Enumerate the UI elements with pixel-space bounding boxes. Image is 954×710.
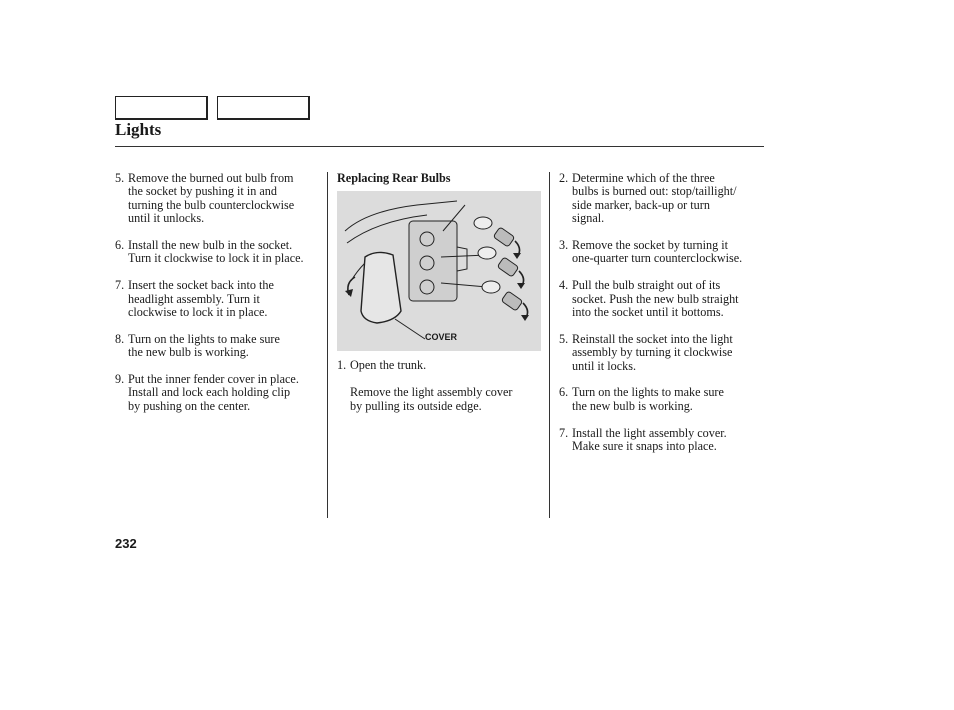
step-number: 7. bbox=[559, 425, 569, 440]
step-text: Install the light assembly cover. Make sure it snaps into place. bbox=[572, 425, 727, 454]
step-item bbox=[559, 427, 769, 454]
rear-light-illustration bbox=[337, 191, 541, 351]
step-number: 2. bbox=[559, 171, 569, 185]
step-text: Insert the socket back into the headlight assembly. Turn it clockwise to lock it in place. bbox=[128, 278, 274, 320]
step-text: Put the inner fender cover in place. Install and lock each holding clip by pushing on the center. bbox=[128, 372, 299, 413]
step-item bbox=[115, 172, 325, 226]
step-number: 1. bbox=[337, 358, 347, 373]
page-number: 232 bbox=[115, 536, 137, 551]
step-number: 5. bbox=[559, 331, 569, 346]
step-text: Pull the bulb straight out of its socket. Push the new bulb straight into the socket until it bottoms. bbox=[572, 278, 739, 320]
step-item bbox=[559, 386, 769, 413]
column-divider-1 bbox=[327, 172, 328, 518]
step-number: 3. bbox=[559, 238, 569, 253]
step-number: 8. bbox=[115, 331, 125, 346]
step-number: 6. bbox=[115, 238, 125, 253]
page-title: Lights bbox=[115, 120, 162, 139]
step-text: Install the new bulb in the socket. Turn it clockwise to lock it in place. bbox=[128, 238, 304, 266]
step-item bbox=[559, 333, 769, 373]
step-text: Reinstall the socket into the light assembly by turning it clockwise until it locks. bbox=[572, 331, 733, 373]
column-divider-2 bbox=[549, 172, 550, 518]
rear-light-drawing bbox=[337, 191, 541, 351]
step-item bbox=[559, 279, 769, 319]
step-number: 5. bbox=[115, 171, 125, 185]
step-item bbox=[115, 279, 325, 319]
step-item bbox=[115, 373, 325, 413]
right-column bbox=[559, 172, 769, 467]
step-text: Turn on the lights to make sure the new bulb is working. bbox=[572, 385, 724, 413]
cover-label: COVER bbox=[425, 332, 458, 343]
middle-column bbox=[337, 172, 545, 426]
step-number: 6. bbox=[559, 385, 569, 400]
section-heading: Replacing Rear Bulbs bbox=[337, 171, 451, 185]
nav-tab-2[interactable] bbox=[217, 96, 310, 120]
step-text: Open the trunk. bbox=[350, 358, 427, 373]
step-item bbox=[115, 239, 325, 266]
left-column bbox=[115, 172, 325, 427]
step-number: 4. bbox=[559, 278, 569, 293]
step-text: Remove the burned out bulb from the socket by pushing it in and turning the bulb counterclockwise until it unlocks. bbox=[128, 171, 295, 226]
step-text: Determine which of the three bulbs is burned out: stop/taillight/ side marker, back-up or turn signal. bbox=[572, 171, 737, 226]
step-text: Turn on the lights to make sure the new bulb is working. bbox=[128, 331, 280, 360]
step-item bbox=[559, 239, 769, 266]
step-number: 9. bbox=[115, 372, 125, 387]
step-number: 7. bbox=[115, 278, 125, 293]
step-detail: Remove the light assembly cover by pulling its outside edge. bbox=[350, 385, 513, 413]
step-text: Remove the socket by turning it one-quarter turn counterclockwise. bbox=[572, 238, 743, 266]
title-rule bbox=[115, 146, 764, 147]
step-item bbox=[559, 172, 769, 226]
nav-tab-1[interactable] bbox=[115, 96, 208, 120]
step-item bbox=[115, 333, 325, 360]
step-item bbox=[337, 359, 545, 372]
